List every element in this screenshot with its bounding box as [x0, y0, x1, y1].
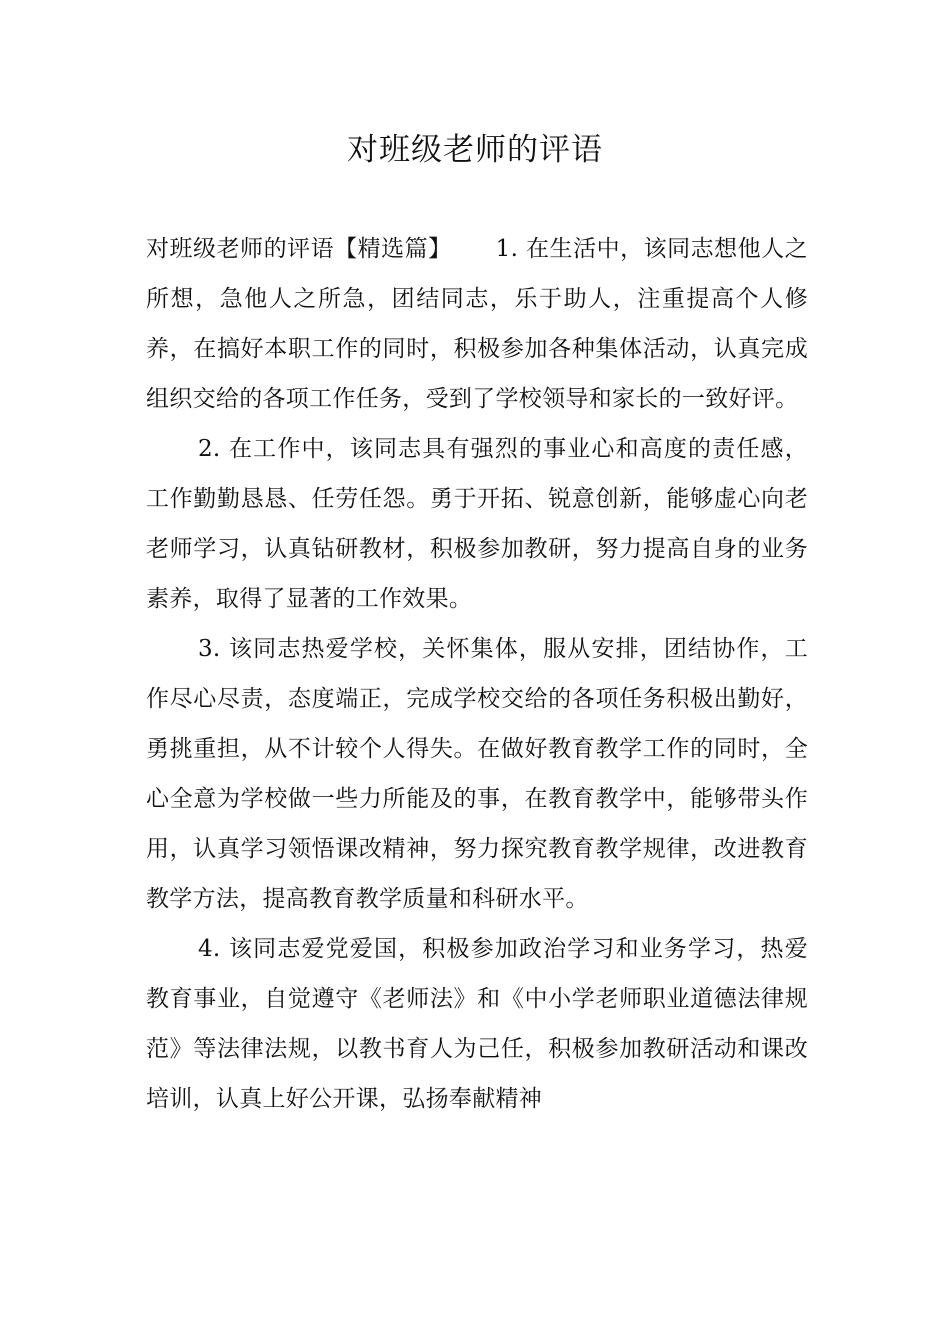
paragraph-3: 3. 该同志热爱学校，关怀集体，服从安排，团结协作，工作尽心尽责，态度端正，完成学校交给的各项任务积极出勤好，勇挑重担，从不计较个人得失。在做好教育教学工作的同时，全心全意为学校做一些力所能及的事，在教育教学中，能够带头作用，认真学习领悟课改精神，努力探究教育教学规律，改进教育教学方法，提高教育教学质量和科研水平。 [146, 636, 808, 912]
document-body [146, 224, 808, 1124]
intro-label: 对班级老师的评语【精选篇】 [146, 236, 452, 262]
paragraph-4: 4. 该同志爱党爱国，积极参加政治学习和业务学习，热爱教育事业，自觉遵守《老师法》和《中小学老师职业道德法律规范》等法律法规，以教书育人为己任，积极参加教研活动和课改培训，认真上好公开课，弘扬奉献精神 [146, 936, 808, 1112]
paragraph-2: 2. 在工作中，该同志具有强烈的事业心和高度的责任感，工作勤勤恳恳、任劳任怨。勇于开拓、锐意创新，能够虚心向老老师学习，认真钻研教材，积极参加教研，努力提高自身的业务素养，取得了显著的工作效果。 [146, 436, 808, 612]
paragraph-1 [146, 224, 808, 424]
paragraph-1-text: 1. 在生活中，该同志想他人之所想，急他人之所急，团结同志，乐于助人，注重提高个人修养，在搞好本职工作的同时，积极参加各种集体活动，认真完成组织交给的各项工作任务，受到了学校领导和家长的一致好评。 [146, 236, 808, 412]
document-title: 对班级老师的评语 [347, 132, 603, 168]
